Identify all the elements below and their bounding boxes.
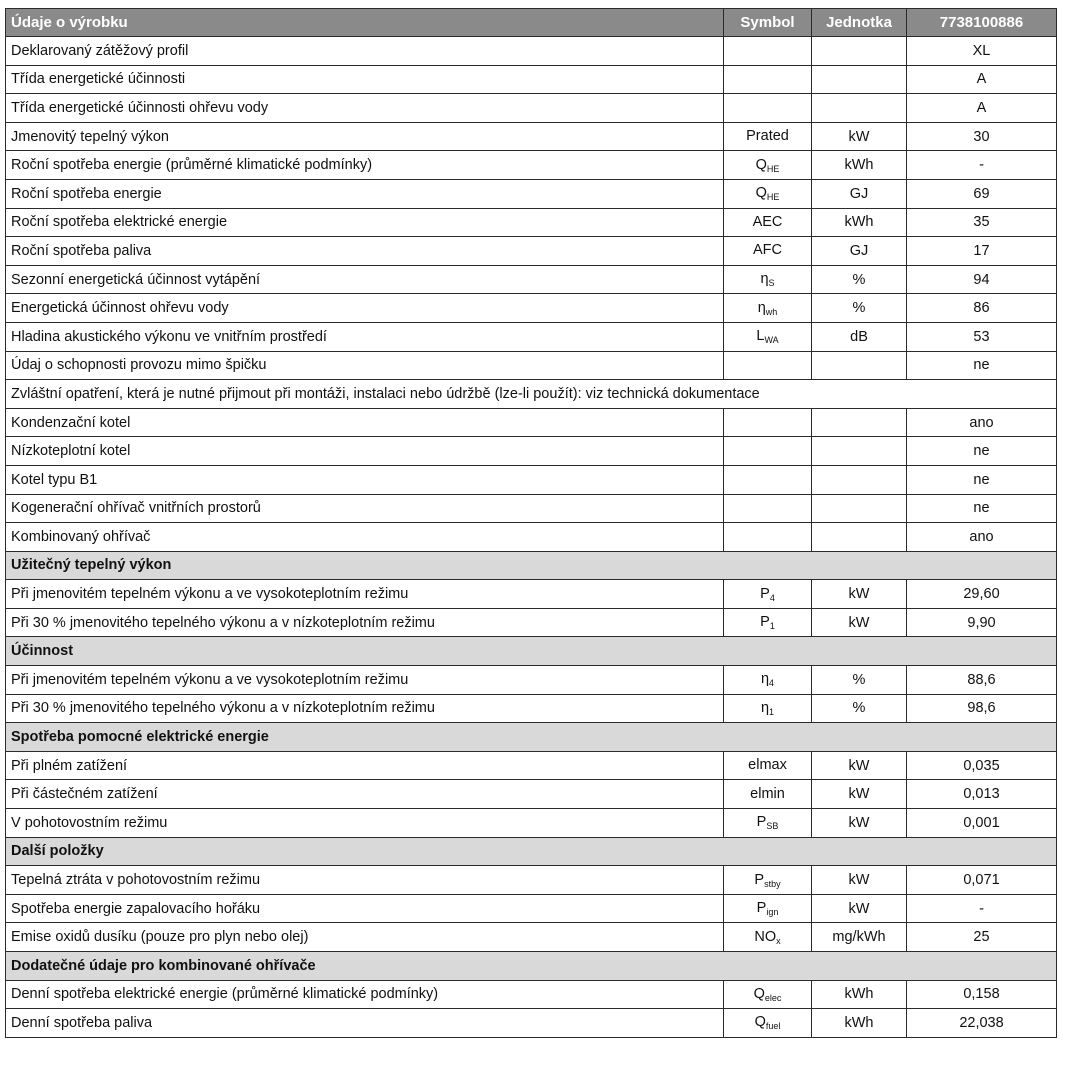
section-header-row (6, 952, 1057, 981)
row-symbol (724, 265, 812, 294)
row-symbol (724, 294, 812, 323)
table-row (6, 608, 1057, 637)
table-row (6, 294, 1057, 323)
section-title: Dodatečné údaje pro kombinované ohřívače (6, 952, 1057, 981)
table-row (6, 94, 1057, 123)
row-value: 88,6 (907, 666, 1057, 695)
row-unit: GJ (812, 179, 907, 208)
row-unit: kWh (812, 980, 907, 1009)
row-unit: kWh (812, 208, 907, 237)
row-label: Tepelná ztráta v pohotovostním režimu (6, 866, 724, 895)
header-product-data: Údaje o výrobku (6, 9, 724, 37)
symbol-subscript: stby (764, 878, 781, 889)
row-label: Jmenovitý tepelný výkon (6, 122, 724, 151)
row-unit: % (812, 666, 907, 695)
row-value: 98,6 (907, 694, 1057, 723)
symbol-main: Q (755, 185, 767, 202)
row-symbol (724, 751, 812, 780)
row-value: - (907, 151, 1057, 180)
row-value: 69 (907, 179, 1057, 208)
symbol-main: P (760, 614, 770, 631)
section-header-row (6, 837, 1057, 866)
table-row (6, 122, 1057, 151)
row-symbol (724, 580, 812, 609)
row-unit: kW (812, 894, 907, 923)
table-row (6, 1009, 1057, 1038)
row-symbol (724, 894, 812, 923)
row-value: 0,158 (907, 980, 1057, 1009)
row-unit: % (812, 694, 907, 723)
row-label: Spotřeba energie zapalovacího hořáku (6, 894, 724, 923)
symbol-main: η (760, 699, 770, 716)
row-label: Energetická účinnost ohřevu vody (6, 294, 724, 323)
table-row (6, 866, 1057, 895)
row-unit (812, 523, 907, 552)
row-symbol (724, 94, 812, 123)
row-symbol (724, 179, 812, 208)
row-symbol (724, 122, 812, 151)
symbol-subscript: x (776, 935, 781, 946)
row-value: 0,071 (907, 866, 1057, 895)
row-label: Třída energetické účinnosti (6, 65, 724, 94)
row-unit: kW (812, 780, 907, 809)
row-unit (812, 351, 907, 380)
table-row (6, 894, 1057, 923)
row-value: 0,001 (907, 809, 1057, 838)
row-symbol (724, 809, 812, 838)
row-symbol (724, 666, 812, 695)
row-value: 35 (907, 208, 1057, 237)
row-unit: kW (812, 751, 907, 780)
row-unit (812, 494, 907, 523)
row-label: Roční spotřeba paliva (6, 237, 724, 266)
symbol-main: L (756, 328, 765, 345)
symbol-subscript: ign (766, 907, 779, 918)
row-value: 17 (907, 237, 1057, 266)
symbol-main: P (756, 814, 767, 831)
symbol-main: η (760, 271, 769, 288)
table-row (6, 580, 1057, 609)
row-symbol (724, 608, 812, 637)
row-unit: kW (812, 122, 907, 151)
table-row (6, 151, 1057, 180)
table-body (6, 37, 1057, 1038)
row-symbol (724, 65, 812, 94)
row-unit: dB (812, 322, 907, 351)
row-value: ne (907, 351, 1057, 380)
symbol-main: η (760, 671, 770, 688)
table-header (6, 9, 1057, 37)
row-symbol (724, 523, 812, 552)
section-title: Další položky (6, 837, 1057, 866)
row-symbol (724, 780, 812, 809)
row-label: Kondenzační kotel (6, 408, 724, 437)
row-unit (812, 465, 907, 494)
section-header-row (6, 723, 1057, 752)
row-unit: GJ (812, 237, 907, 266)
row-value: 86 (907, 294, 1057, 323)
row-value: 0,035 (907, 751, 1057, 780)
row-label: Při jmenovitém tepelném výkonu a ve vysokoteplotním režimu (6, 580, 724, 609)
row-label: Kogenerační ohřívač vnitřních prostorů (6, 494, 724, 523)
note-text: Zvláštní opatření, která je nutné přijmout při montáži, instalaci nebo údržbě (lze-li použít): viz technická dokumentace (6, 380, 1057, 409)
row-label: Nízkoteplotní kotel (6, 437, 724, 466)
row-label: Kombinovaný ohřívač (6, 523, 724, 552)
row-label: Hladina akustického výkonu ve vnitřním prostředí (6, 322, 724, 351)
section-title: Užitečný tepelný výkon (6, 551, 1057, 580)
row-label: Emise oxidů dusíku (pouze pro plyn nebo olej) (6, 923, 724, 952)
table-row (6, 437, 1057, 466)
row-symbol (724, 237, 812, 266)
row-unit (812, 408, 907, 437)
symbol-subscript: 1 (769, 706, 775, 717)
section-header-row (6, 551, 1057, 580)
row-symbol (724, 465, 812, 494)
table-row (6, 208, 1057, 237)
table-row (6, 666, 1057, 695)
table-row (6, 322, 1057, 351)
symbol-subscript: 4 (769, 678, 775, 689)
table-row (6, 65, 1057, 94)
symbol-main: Q (754, 1014, 766, 1031)
row-unit: kW (812, 866, 907, 895)
row-label: Třída energetické účinnosti ohřevu vody (6, 94, 724, 123)
symbol-main: elmin (750, 785, 785, 802)
row-value: A (907, 65, 1057, 94)
row-label: Při jmenovitém tepelném výkonu a ve vysokoteplotním režimu (6, 666, 724, 695)
row-unit: % (812, 294, 907, 323)
row-value: - (907, 894, 1057, 923)
symbol-main: P (760, 585, 770, 602)
row-unit: mg/kWh (812, 923, 907, 952)
row-value: ano (907, 523, 1057, 552)
table-row (6, 465, 1057, 494)
note-row (6, 380, 1057, 409)
table-row (6, 237, 1057, 266)
row-symbol (724, 980, 812, 1009)
row-value: 94 (907, 265, 1057, 294)
row-symbol (724, 151, 812, 180)
row-symbol (724, 37, 812, 66)
row-label: Při částečném zatížení (6, 780, 724, 809)
symbol-main: P (756, 900, 767, 917)
table-row (6, 494, 1057, 523)
symbol-subscript: WA (764, 335, 779, 346)
row-value: 25 (907, 923, 1057, 952)
row-value: 0,013 (907, 780, 1057, 809)
row-value: 9,90 (907, 608, 1057, 637)
table-row (6, 809, 1057, 838)
row-symbol (724, 408, 812, 437)
symbol-main: Q (753, 985, 765, 1002)
row-label: Denní spotřeba paliva (6, 1009, 724, 1038)
row-symbol (724, 494, 812, 523)
table-row (6, 780, 1057, 809)
row-value: 53 (907, 322, 1057, 351)
symbol-subscript: SB (766, 821, 779, 832)
table-row (6, 351, 1057, 380)
header-unit: Jednotka (812, 9, 907, 37)
row-symbol (724, 437, 812, 466)
row-label: Roční spotřeba elektrické energie (6, 208, 724, 237)
symbol-main: elmax (748, 757, 787, 774)
row-symbol (724, 351, 812, 380)
row-label: V pohotovostním režimu (6, 809, 724, 838)
header-symbol: Symbol (724, 9, 812, 37)
row-value: ne (907, 494, 1057, 523)
product-data-table (5, 8, 1057, 1038)
row-value: 29,60 (907, 580, 1057, 609)
row-unit (812, 437, 907, 466)
table-row (6, 694, 1057, 723)
symbol-main: Prated (746, 128, 789, 145)
row-label: Kotel typu B1 (6, 465, 724, 494)
symbol-main: η (757, 299, 766, 316)
table-row (6, 980, 1057, 1009)
header-model-number: 7738100886 (907, 9, 1057, 37)
row-value: 22,038 (907, 1009, 1057, 1038)
row-label: Údaj o schopnosti provozu mimo špičku (6, 351, 724, 380)
symbol-main: Q (755, 156, 767, 173)
symbol-subscript: HE (766, 163, 780, 174)
row-unit (812, 37, 907, 66)
symbol-main: AEC (752, 213, 783, 230)
row-label: Sezonní energetická účinnost vytápění (6, 265, 724, 294)
symbol-subscript: S (768, 278, 775, 289)
table-row (6, 408, 1057, 437)
row-unit: kW (812, 809, 907, 838)
row-unit: % (812, 265, 907, 294)
symbol-subscript: 1 (769, 621, 775, 632)
row-unit (812, 94, 907, 123)
table-row (6, 37, 1057, 66)
row-symbol (724, 1009, 812, 1038)
row-label: Denní spotřeba elektrické energie (průměrné klimatické podmínky) (6, 980, 724, 1009)
row-label: Roční spotřeba energie (6, 179, 724, 208)
row-unit: kWh (812, 151, 907, 180)
table-row (6, 179, 1057, 208)
row-value: 30 (907, 122, 1057, 151)
row-symbol (724, 866, 812, 895)
row-value: ne (907, 437, 1057, 466)
symbol-main: NO (754, 928, 777, 945)
section-title: Spotřeba pomocné elektrické energie (6, 723, 1057, 752)
section-header-row (6, 637, 1057, 666)
row-symbol (724, 923, 812, 952)
symbol-main: P (754, 871, 765, 888)
row-symbol (724, 208, 812, 237)
row-value: ne (907, 465, 1057, 494)
table-row (6, 751, 1057, 780)
symbol-subscript: elec (764, 992, 782, 1003)
symbol-subscript: 4 (769, 592, 775, 603)
row-unit (812, 65, 907, 94)
row-label: Deklarovaný zátěžový profil (6, 37, 724, 66)
row-unit: kWh (812, 1009, 907, 1038)
row-label: Při 30 % jmenovitého tepelného výkonu a v nízkoteplotním režimu (6, 608, 724, 637)
table-row (6, 265, 1057, 294)
symbol-subscript: fuel (765, 1021, 781, 1032)
table-row (6, 923, 1057, 952)
row-value: ano (907, 408, 1057, 437)
row-value: A (907, 94, 1057, 123)
table-row (6, 523, 1057, 552)
symbol-main: AFC (753, 242, 782, 259)
row-label: Roční spotřeba energie (průměrné klimatické podmínky) (6, 151, 724, 180)
symbol-subscript: HE (766, 192, 780, 203)
section-title: Účinnost (6, 637, 1057, 666)
row-unit: kW (812, 608, 907, 637)
row-value: XL (907, 37, 1057, 66)
row-unit: kW (812, 580, 907, 609)
row-label: Při plném zatížení (6, 751, 724, 780)
row-label: Při 30 % jmenovitého tepelného výkonu a v nízkoteplotním režimu (6, 694, 724, 723)
row-symbol (724, 322, 812, 351)
symbol-subscript: wh (765, 306, 778, 317)
row-symbol (724, 694, 812, 723)
product-data-sheet (5, 8, 1056, 1038)
